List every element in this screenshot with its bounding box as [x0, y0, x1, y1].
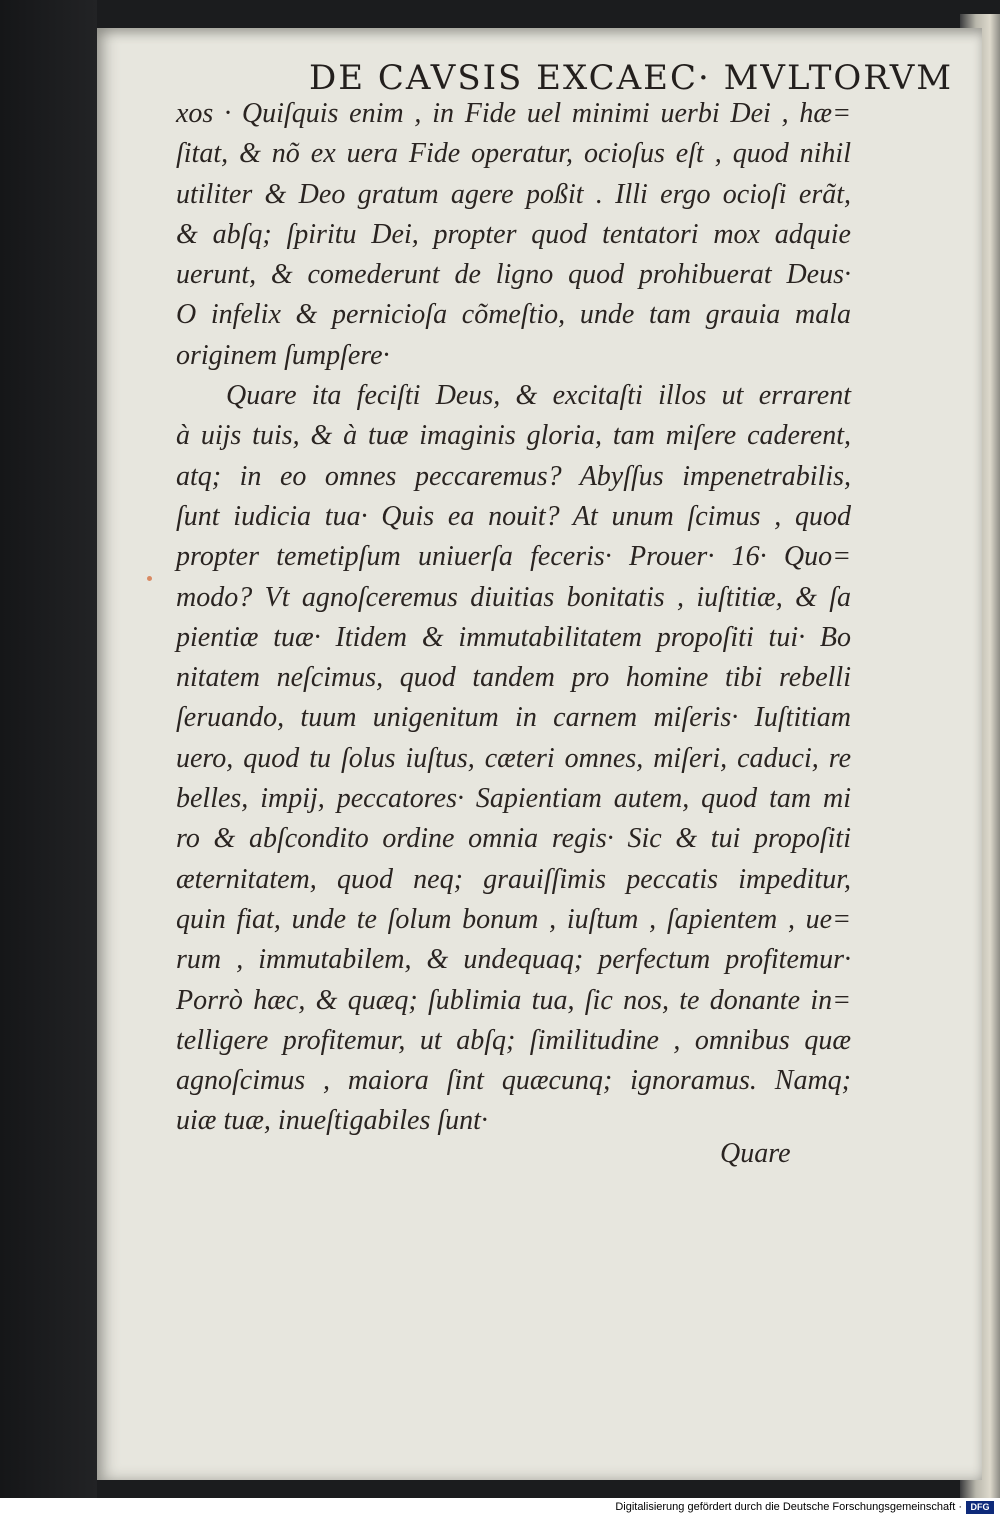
scan-margin-left [0, 0, 97, 1498]
text-line: telligere profitemur, ut abſq; ſimilitudine , omnibus quæ [176, 1024, 851, 1056]
text-line: modo? Vt agnoſceremus diuitias bonitatis , iuſtitiæ, & ſa [176, 581, 851, 613]
text-line: quin fiat, unde te ſolum bonum , iuſtum , ſapientem , ue= [176, 903, 851, 935]
text-line: O infelix & pernicioſa cõmeſtio, unde tam grauia mala [176, 299, 851, 331]
text-line: ro & abſcondito ordine omnia regis· Sic & tui propoſiti [176, 823, 851, 855]
text-line: utiliter & Deo gratum agere poßit . Illi ergo ocioſi erãt, [176, 178, 851, 210]
text-line: rum , immutabilem, & undequaq; perfectum profitemur· [176, 944, 851, 976]
text-line: à uijs tuis, & à tuæ imaginis gloria, tam miſere caderent, [176, 420, 851, 452]
text-line: nitatem neſcimus, quod tandem pro homine tibi rebelli [176, 662, 851, 694]
body-text [176, 94, 851, 1142]
text-line: æternitatem, quod neq; grauiſſimis peccatis impeditur, [176, 863, 851, 895]
text-line: belles, impij, peccatores· Sapientiam autem, quod tam mi [176, 783, 851, 815]
running-head: DE CAVSIS EXCAEC· MVLTORVM [309, 58, 954, 98]
catchword: Quare [720, 1138, 791, 1169]
text-line: ſunt iudicia tua· Quis ea nouit? At unum ſcimus , quod [176, 500, 851, 532]
text-line: uiæ tuæ, inueſtigabiles ſunt· [176, 1105, 488, 1137]
text-line: Porrò hæc, & quæq; ſublimia tua, ſic nos, te donante in= [176, 984, 851, 1016]
text-line: Quare ita feciſti Deus, & excitaſti illos ut errarent [226, 380, 851, 412]
text-line: atq; in eo omnes peccaremus? Abyſſus impenetrabilis, [176, 460, 851, 492]
text-line: uerunt, & comederunt de ligno quod prohibuerat Deus· [176, 259, 851, 291]
text-line: uero, quod tu ſolus iuſtus, cæteri omnes, miſeri, caduci, re [176, 742, 851, 774]
text-line: pientiæ tuæ· Itidem & immutabilitatem propoſiti tui· Bo [176, 621, 851, 653]
text-line: & abſq; ſpiritu Dei, propter quod tentatori mox adquie [176, 218, 851, 250]
text-line: propter temetipſum uniuerſa feceris· Prouer· 16· Quo= [176, 541, 851, 573]
text-line: originem ſumpſere· [176, 339, 390, 371]
digitization-footer [0, 1498, 1000, 1518]
text-line: ſitat, & nõ ex uera Fide operatur, ocioſus eſt , quod nihil [176, 138, 851, 170]
text-line: ſeruando, tuum unigenitum in carnem miſeris· Iuſtitiam [176, 702, 851, 734]
text-line: xos · Quiſquis enim , in Fide uel minimi uerbi Dei , hæ= [176, 98, 851, 129]
footer-credit: Digitalisierung gefördert durch die Deutsche Forschungsgemeinschaft · [615, 1501, 962, 1513]
text-line: agnoſcimus , maiora ſint quæcunq; ignoramus. Namq; [176, 1065, 851, 1097]
dfg-logo-icon[interactable]: DFG [966, 1501, 994, 1514]
paper-speck [147, 576, 152, 581]
